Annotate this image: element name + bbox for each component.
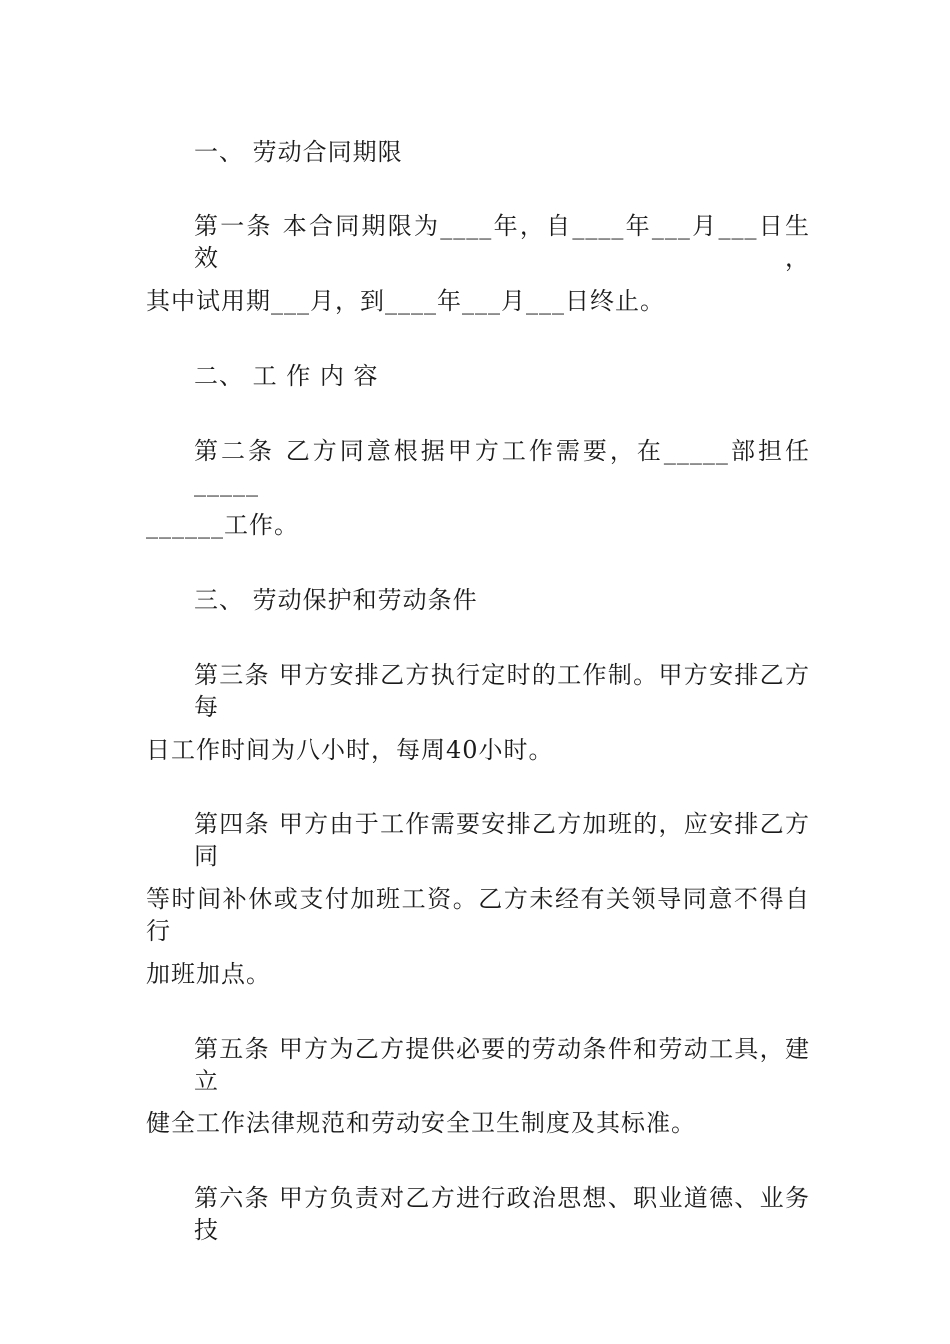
section-heading-1: 一、 劳动合同期限	[194, 138, 403, 166]
article-2-line-1: 第二条 乙方同意根据甲方工作需要，在_____部担任_____	[194, 437, 810, 497]
article-3-line-2: 日工作时间为八小时，每周40小时。	[146, 736, 554, 764]
article-4-line-1: 第四条 甲方由于工作需要安排乙方加班的，应安排乙方同	[194, 810, 810, 870]
article-4-line-3: 加班加点。	[146, 960, 271, 988]
article-2-line-2: ______工作。	[146, 511, 299, 539]
article-5-line-1: 第五条 甲方为乙方提供必要的劳动条件和劳动工具，建立	[194, 1035, 810, 1095]
article-1-line-1: 第一条 本合同期限为____年，自____年___月___日生效，	[194, 212, 810, 272]
article-5-line-2: 健全工作法律规范和劳动安全卫生制度及其标准。	[146, 1109, 696, 1137]
article-3-line-1: 第三条 甲方安排乙方执行定时的工作制。甲方安排乙方每	[194, 661, 810, 721]
article-6-line-1: 第六条 甲方负责对乙方进行政治思想、职业道德、业务技	[194, 1184, 810, 1244]
article-1-line-2: 其中试用期___月，到____年___月___日终止。	[146, 287, 665, 315]
section-heading-2: 二、 工 作 内 容	[194, 362, 379, 390]
section-heading-3: 三、 劳动保护和劳动条件	[194, 586, 478, 614]
article-4-line-2: 等时间补休或支付加班工资。乙方未经有关领导同意不得自行	[146, 885, 810, 945]
